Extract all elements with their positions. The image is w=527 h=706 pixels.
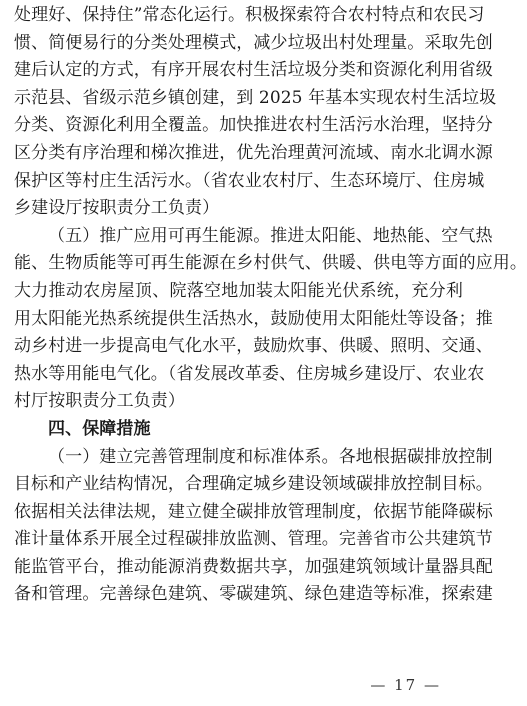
paragraph-line: 用太阳能光热系统提供生活热水，鼓励使用太阳能灶等设备；推 <box>14 308 493 329</box>
subsection-line: （五）推广应用可再生能源。推进太阳能、地热能、空气热 <box>48 225 493 246</box>
paragraph-line: 处理好、保持住”常态化运行。积极探索符合农村特点和农民习 <box>14 5 485 25</box>
paragraph-line: 区分类有序治理和梯次推进，优先治理黄河流域、南水北调水源 <box>14 142 493 163</box>
paragraph-line: 动乡村进一步提高电气化水平，鼓励炊事、供暖、照明、交通、 <box>14 336 493 357</box>
paragraph-line: 示范县、省级示范乡镇创建，到 2025 年基本实现农村生活垃圾 <box>14 87 497 108</box>
paragraph-line: 乡建设厅按职责分工负责） <box>14 198 220 219</box>
paragraph-line: 惯、简便易行的分类处理模式，减少垃圾出村处理量。采取先创 <box>14 32 493 53</box>
paragraph-line: 准计量体系开展全过程碳排放监测、管理。完善省市公共建筑节 <box>14 529 493 550</box>
document-body <box>14 2 527 609</box>
subsection-line: （一）建立完善管理制度和标准体系。各地根据碳排放控制 <box>48 446 493 467</box>
paragraph-line: 能、生物质能等可再生能源在乡村供气、供暖、供电等方面的应用。 <box>14 253 527 274</box>
page-number: — 17 — <box>370 676 441 694</box>
paragraph-line: 备和管理。完善绿色建筑、零碳建筑、绿色建造等标准，探索建 <box>14 584 493 605</box>
paragraph-line: 村厅按职责分工负责） <box>14 391 185 412</box>
paragraph-line: 依据相关法律法规，建立健全碳排放管理制度，依据节能降碳标 <box>14 501 493 522</box>
paragraph-line: 分类、资源化利用全覆盖。加快推进农村生活污水治理，坚持分 <box>14 115 493 136</box>
paragraph-line: 保护区等村庄生活污水。（省农业农村厅、生态环境厅、住房城 <box>14 170 485 191</box>
paragraph-line: 大力推动农房屋顶、院落空地加装太阳能光伏系统，充分利 <box>14 280 463 301</box>
paragraph-line: 能监管平台，推动能源消费数据共享，加强建筑领域计量器具配 <box>14 556 493 577</box>
paragraph-line: 热水等用能电气化。（省发展改革委、住房城乡建设厅、农业农 <box>14 363 485 384</box>
paragraph-line: 建后认定的方式，有序开展农村生活垃圾分类和资源化利用省级 <box>14 60 493 81</box>
paragraph-line: 目标和产业结构情况，合理确定城乡建设领域碳排放控制目标。 <box>14 474 493 495</box>
section-heading: 四、保障措施 <box>48 418 151 439</box>
